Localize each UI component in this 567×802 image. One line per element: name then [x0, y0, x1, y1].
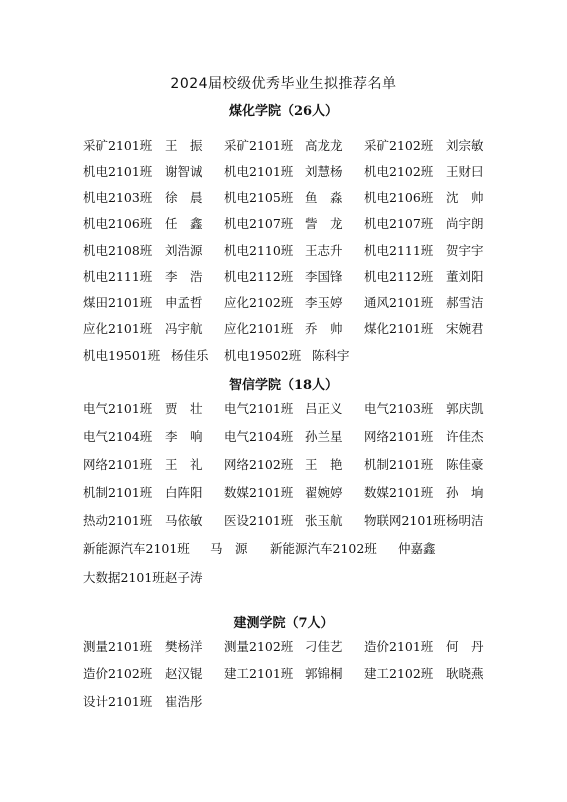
class-label: 电气2101班	[83, 401, 153, 416]
section-heading: 智信学院（18人）	[228, 378, 339, 393]
class-label: 机制2101班	[83, 485, 153, 500]
class-label: 机电2105班	[224, 190, 294, 205]
student-name: 马依敏	[165, 513, 203, 528]
student-name: 杨明洁	[446, 513, 484, 528]
student-name: 徐 晨	[165, 190, 203, 205]
student-name: 高龙龙	[305, 138, 343, 153]
class-label: 数媒2101班	[224, 485, 294, 500]
student-name: 任 鑫	[165, 216, 203, 231]
class-label: 造价2101班	[364, 639, 434, 654]
student-name: 申孟哲	[165, 295, 203, 310]
student-name: 王财曰	[446, 164, 484, 179]
student-name: 郭锦桐	[305, 666, 343, 681]
class-label: 大数据2101班	[83, 570, 165, 585]
class-label: 机电2111班	[83, 269, 153, 284]
class-label: 采矿2101班	[224, 138, 294, 153]
student-name: 訾 龙	[305, 216, 343, 231]
class-label: 数媒2101班	[364, 485, 434, 500]
class-label: 热动2101班	[83, 513, 153, 528]
class-label: 煤田2101班	[83, 295, 153, 310]
student-name: 孙 垧	[446, 485, 484, 500]
section-heading: 建测学院（7人）	[233, 616, 334, 631]
student-name: 孙兰星	[305, 429, 343, 444]
class-label: 建工2101班	[224, 666, 294, 681]
class-label: 物联网2101班	[364, 513, 446, 528]
student-name: 李玉婷	[305, 295, 343, 310]
class-label: 机制2101班	[364, 457, 434, 472]
class-label: 机电2112班	[224, 269, 294, 284]
student-name: 贾 壮	[165, 401, 203, 416]
class-label: 设计2101班	[83, 694, 153, 709]
class-label: 电气2104班	[224, 429, 294, 444]
class-label: 机电2106班	[83, 216, 153, 231]
student-name: 赵子涛	[165, 570, 203, 585]
student-name: 何 丹	[446, 639, 484, 654]
class-label: 机电2103班	[83, 190, 153, 205]
class-label: 机电2112班	[364, 269, 434, 284]
student-name: 刘浩源	[165, 243, 203, 258]
student-name: 谢智诚	[165, 164, 203, 179]
student-name: 陈佳豪	[446, 457, 484, 472]
student-name: 仲嘉鑫	[398, 541, 436, 556]
class-label: 机电19501班	[83, 348, 161, 363]
class-label: 采矿2101班	[83, 138, 153, 153]
student-name: 赵汉锟	[165, 666, 203, 681]
student-name: 李国锋	[305, 269, 343, 284]
class-label: 应化2101班	[83, 321, 153, 336]
student-name: 杨佳乐	[171, 348, 209, 363]
student-name: 刘慧杨	[305, 164, 343, 179]
class-label: 机电2107班	[364, 216, 434, 231]
class-label: 建工2102班	[364, 666, 434, 681]
class-label: 造价2102班	[83, 666, 153, 681]
student-name: 马 源	[210, 541, 248, 556]
student-name: 王 礼	[165, 457, 203, 472]
class-label: 采矿2102班	[364, 138, 434, 153]
student-name: 郝雪洁	[446, 295, 484, 310]
class-label: 新能源汽车2102班	[270, 541, 377, 556]
class-label: 机电2110班	[224, 243, 294, 258]
student-name: 张玉航	[305, 513, 343, 528]
student-name: 宋婉君	[446, 321, 484, 336]
student-name: 王 艳	[305, 457, 343, 472]
class-label: 网络2102班	[224, 457, 294, 472]
student-name: 李 浩	[165, 269, 203, 284]
section-heading: 煤化学院（26人）	[228, 104, 339, 119]
document-title: 2024届校级优秀毕业生拟推荐名单	[170, 76, 397, 92]
class-label: 煤化2101班	[364, 321, 434, 336]
student-name: 翟婉婷	[305, 485, 343, 500]
class-label: 机电2107班	[224, 216, 294, 231]
student-name: 刘宗敏	[446, 138, 484, 153]
student-name: 王 振	[165, 138, 203, 153]
class-label: 应化2102班	[224, 295, 294, 310]
class-label: 测量2102班	[224, 639, 294, 654]
student-name: 冯宇航	[165, 321, 203, 336]
class-label: 机电2106班	[364, 190, 434, 205]
student-name: 许佳杰	[446, 429, 484, 444]
student-name: 乔 帅	[305, 321, 343, 336]
student-name: 樊杨洋	[165, 639, 203, 654]
student-name: 刁佳艺	[305, 639, 343, 654]
student-name: 王志升	[305, 243, 343, 258]
class-label: 电气2104班	[83, 429, 153, 444]
student-name: 崔浩彤	[165, 694, 203, 709]
class-label: 电气2101班	[224, 401, 294, 416]
class-label: 机电2108班	[83, 243, 153, 258]
class-label: 新能源汽车2101班	[83, 541, 190, 556]
class-label: 医设2101班	[224, 513, 294, 528]
student-name: 吕正义	[305, 401, 343, 416]
class-label: 机电2101班	[224, 164, 294, 179]
student-name: 尚宇朗	[446, 216, 484, 231]
student-name: 董刘阳	[446, 269, 484, 284]
class-label: 网络2101班	[364, 429, 434, 444]
class-label: 测量2101班	[83, 639, 153, 654]
class-label: 机电2101班	[83, 164, 153, 179]
student-name: 白阵阳	[165, 485, 203, 500]
student-name: 沈 帅	[446, 190, 484, 205]
student-name: 贺宇宇	[446, 243, 484, 258]
class-label: 电气2103班	[364, 401, 434, 416]
class-label: 通风2101班	[364, 295, 434, 310]
class-label: 机电2102班	[364, 164, 434, 179]
student-name: 郭庆凯	[446, 401, 484, 416]
student-name: 耿晓燕	[446, 666, 484, 681]
student-name: 鱼 淼	[305, 190, 343, 205]
student-name: 陈科宇	[312, 348, 350, 363]
class-label: 机电2111班	[364, 243, 434, 258]
student-name: 李 响	[165, 429, 203, 444]
class-label: 应化2101班	[224, 321, 294, 336]
class-label: 网络2101班	[83, 457, 153, 472]
class-label: 机电19502班	[224, 348, 302, 363]
